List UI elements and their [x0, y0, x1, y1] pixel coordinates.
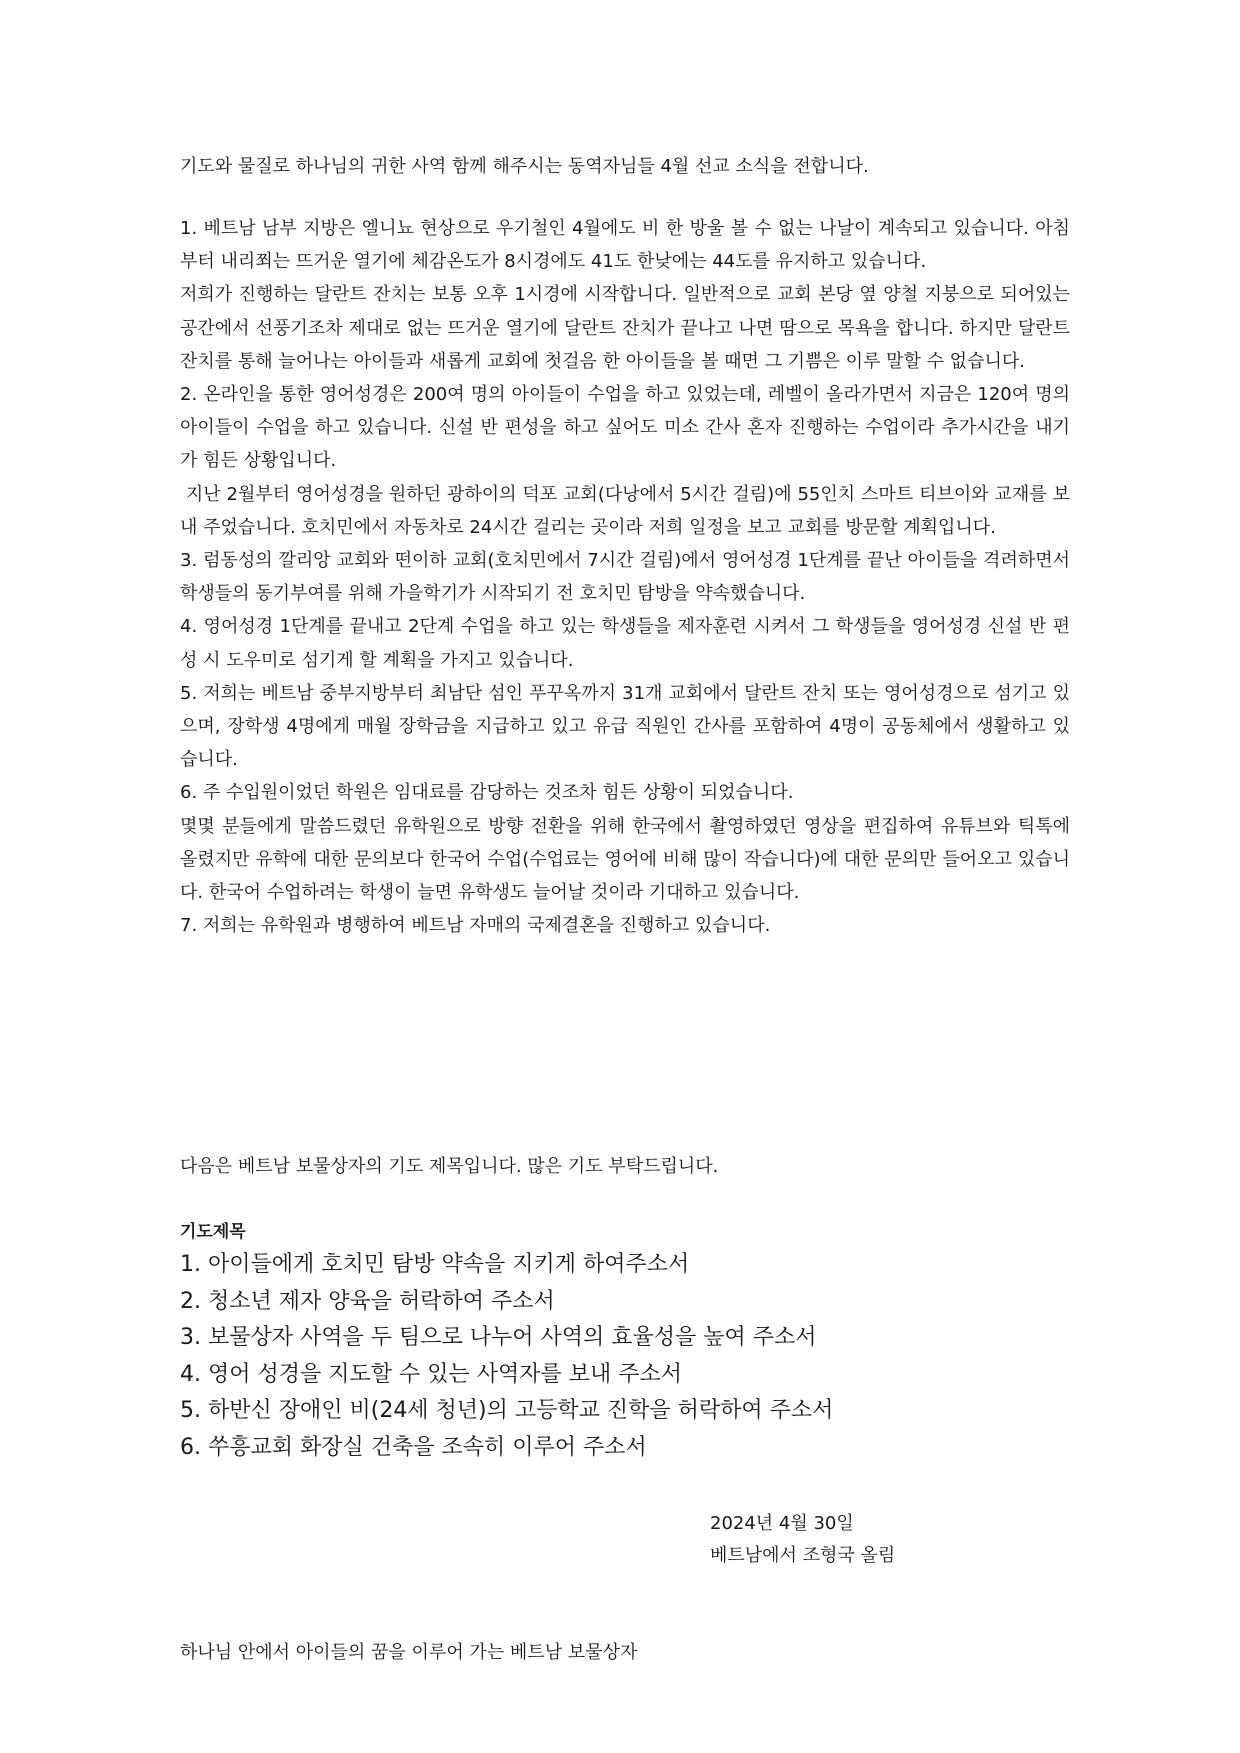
prayer-item: 4. 영어 성경을 지도할 수 있는 사역자를 보내 주소서	[180, 1361, 682, 1387]
paragraph-1: 1. 베트남 남부 지방은 엘니뇨 현상으로 우기철인 4월에도 비 한 방울 볼 수 없는 나날이 계속되고 있습니다. 아침부터 내리쬐는 뜨거운 열기에 체감온도가 8시경에도 41도 한낮에는 44도를 유지하고 있습니다.	[180, 218, 1070, 273]
paragraph-2: 2. 온라인을 통한 영어성경은 200여 명의 아이들이 수업을 하고 있었는데, 레벨이 올라가면서 지금은 120여 명의 아이들이 수업을 하고 있습니다. 신설 반 편성을 하고 싶어도 미소 간사 혼자 진행하는 수업이라 추가시간을 내기가 힘든 상황입니다.	[180, 384, 1070, 472]
paragraph-study-abroad: 몇몇 분들에게 말씀드렸던 유학원으로 방향 전환을 위해 한국에서 촬영하였던 영상을 편집하여 유튜브와 틱톡에 올렸지만 유학에 대한 문의보다 한국어 수업(수업료는 영어에 비해 많이 작습니다)에 대한 문의만 들어오고 있습니다. 한국어 수업하려는 학생이 늘면 유학생도 늘어날 것이라 기대하고 있습니다.	[180, 815, 1070, 904]
paragraph-5: 5. 저희는 베트남 중부지방부터 최남단 섬인 푸꾸옥까지 31개 교회에서 달란트 잔치 또는 영어성경으로 섬기고 있으며, 장학생 4명에게 매월 장학금을 지급하고 있고 유급 직원인 간사를 포함하여 4명이 공동체에서 생활하고 있습니다.	[180, 682, 1070, 771]
paragraph-4: 4. 영어성경 1단계를 끝내고 2단계 수업을 하고 있는 학생들을 제자훈련 시켜서 그 학생들을 영어성경 신설 반 편성 시 도우미로 섬기게 할 계획을 가지고 있습니다.	[180, 616, 1070, 671]
prayer-heading: 기도제목	[180, 1222, 246, 1242]
footer-tagline: 하나님 안에서 아이들의 꿈을 이루어 가는 베트남 보물상자	[180, 1642, 638, 1663]
prayer-item: 1. 아이들에게 호치민 탐방 약속을 지키게 하여주소서	[180, 1252, 690, 1277]
prayer-item: 5. 하반신 장애인 비(24세 청년)의 고등학교 진학을 허락하여 주소서	[180, 1398, 834, 1424]
paragraph-6: 6. 주 수입원이었던 학원은 임대료를 감당하는 것조차 힘든 상황이 되었습니다.	[180, 782, 794, 804]
closing-line: 다음은 베트남 보물상자의 기도 제목입니다. 많은 기도 부탁드립니다.	[180, 1156, 719, 1177]
intro-line: 기도와 물질로 하나님의 귀한 사역 함께 해주시는 동역자님들 4월 선교 소식을 전합니다.	[180, 156, 869, 177]
prayer-item: 2. 청소년 제자 양육을 허락하여 주소서	[180, 1288, 555, 1314]
letter-sender: 베트남에서 조형국 올림	[710, 1545, 896, 1566]
signature-block	[710, 1508, 895, 1572]
prayer-list	[180, 1247, 833, 1467]
prayer-item: 6. 쑤흥교회 화장실 건축을 조속히 이루어 주소서	[180, 1434, 647, 1460]
prayer-item: 3. 보물상자 사역을 두 팀으로 나누어 사역의 효율성을 높여 주소서	[180, 1325, 817, 1351]
letter-date: 2024년 4월 30일	[710, 1513, 854, 1534]
letter-body	[180, 212, 1070, 942]
paragraph-3: 3. 럼동성의 깔리앙 교회와 떤이하 교회(호치민에서 7시간 걸림)에서 영어성경 1단계를 끝난 아이들을 격려하면서 학생들의 동기부여를 위해 가을학기가 시작되기 전 호치민 탐방을 약속했습니다.	[180, 550, 1070, 605]
paragraph-duc-pho-church: 지난 2월부터 영어성경을 원하던 광하이의 덕포 교회(다낭에서 5시간 걸림)에 55인치 스마트 티브이와 교재를 보내 주었습니다. 호치민에서 자동차로 24시간 걸리는 곳이라 저희 일정을 보고 교회를 방문할 계획입니다.	[180, 483, 1070, 538]
paragraph-talent-feast: 저희가 진행하는 달란트 잔치는 보통 오후 1시경에 시작합니다. 일반적으로 교회 본당 옆 양철 지붕으로 되어있는 공간에서 선풍기조차 제대로 없는 뜨거운 열기에 달란트 잔치가 끝나고 나면 땀으로 목욕을 합니다. 하지만 달란트 잔치를 통해 늘어나는 아이들과 새롭게 교회에 첫걸음 한 아이들을 볼 때면 그 기쁨은 이루 말할 수 없습니다.	[180, 284, 1070, 372]
paragraph-7: 7. 저희는 유학원과 병행하여 베트남 자매의 국제결혼을 진행하고 있습니다.	[180, 915, 771, 937]
